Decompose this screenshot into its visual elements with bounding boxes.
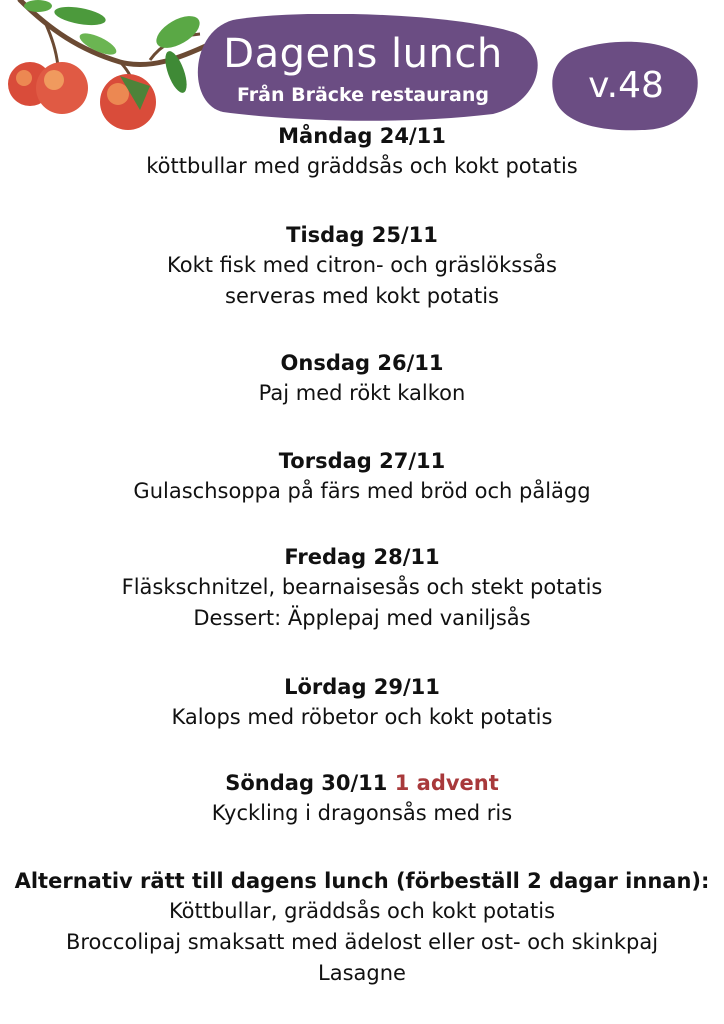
- dish-line: Kalops med röbetor och kokt potatis: [171, 705, 553, 729]
- day-heading: Fredag 28/11: [284, 545, 440, 569]
- day-heading: [0, 768, 724, 798]
- day-sunday: [0, 768, 724, 829]
- alternatives-section: [0, 866, 724, 989]
- alternative-item: Broccolipaj smaksatt med ädelost eller ost- och skinkpaj: [65, 930, 659, 954]
- day-saturday: [0, 672, 724, 733]
- dish-line: Kyckling i dragonsås med ris: [211, 801, 513, 825]
- week-number: v.48: [588, 65, 664, 106]
- day-thursday: [0, 446, 724, 507]
- dish-line: serveras med kokt potatis: [225, 284, 499, 308]
- dish-line: Paj med rökt kalkon: [258, 381, 466, 405]
- day-heading: Lördag 29/11: [284, 675, 440, 699]
- day-tuesday: [0, 220, 724, 312]
- alternative-item: Lasagne: [318, 961, 406, 985]
- day-friday: [0, 542, 724, 634]
- alternatives-heading: Alternativ rätt till dagens lunch (förbeställ 2 dagar innan):: [14, 869, 710, 893]
- dish-line: Gulaschsoppa på färs med bröd och pålägg: [133, 479, 591, 503]
- dish-line: köttbullar med gräddsås och kokt potatis: [146, 154, 578, 178]
- day-heading: Torsdag 27/11: [278, 449, 446, 473]
- advent-note: 1 advent: [394, 771, 499, 795]
- day-heading: Tisdag 25/11: [286, 223, 438, 247]
- day-heading-text: Söndag 30/11: [225, 771, 388, 795]
- dish-line: Fläskschnitzel, bearnaisesås och stekt potatis: [121, 575, 603, 599]
- dish-line: Kokt fisk med citron- och gräslökssås: [167, 253, 557, 277]
- page-title: Dagens lunch: [223, 31, 503, 77]
- day-monday: [0, 121, 724, 182]
- dish-line: Dessert: Äpplepaj med vaniljsås: [193, 606, 531, 630]
- day-wednesday: [0, 348, 724, 409]
- day-heading: Måndag 24/11: [278, 124, 446, 148]
- day-heading: Onsdag 26/11: [280, 351, 444, 375]
- alternative-item: Köttbullar, gräddsås och kokt potatis: [168, 899, 556, 923]
- restaurant-name: Från Bräcke restaurang: [237, 84, 489, 106]
